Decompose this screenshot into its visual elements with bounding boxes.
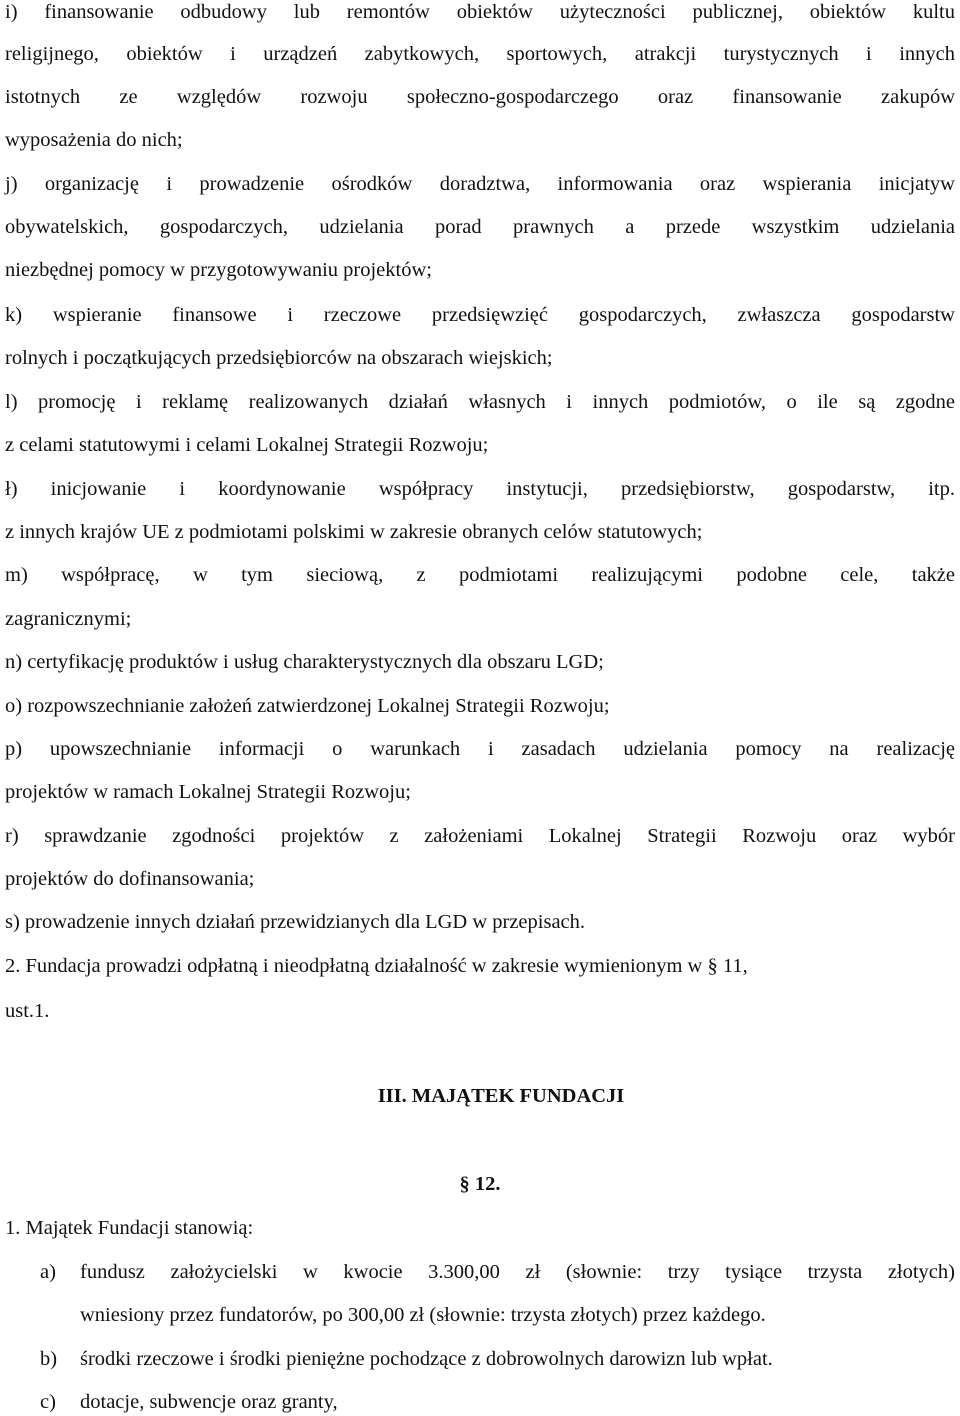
text-line: obywatelskich, gospodarczych, udzielania porad prawnych a przede wszystkim udzielania bbox=[5, 216, 955, 238]
text-line: z innych krajów UE z podmiotami polskimi w zakresie obranych celów statutowych; bbox=[5, 521, 703, 543]
list-item-text: fundusz założycielski w kwocie 3.300,00 zł (słownie: trzy tysiące trzysta złotych) bbox=[80, 1261, 955, 1283]
list-item-marker: b) bbox=[40, 1348, 58, 1370]
text-line: k) wspieranie finansowe i rzeczowe przedsięwzięć gospodarczych, zwłaszcza gospodarstw bbox=[5, 304, 955, 326]
text-line: l) promocję i reklamę realizowanych działań własnych i innych podmiotów, o ile są zgodne bbox=[5, 391, 955, 413]
text-line: o) rozpowszechnianie założeń zatwierdzonej Lokalnej Strategii Rozwoju; bbox=[5, 695, 610, 717]
text-line: religijnego, obiektów i urządzeń zabytkowych, sportowych, atrakcji turystycznych i innych bbox=[5, 43, 955, 65]
list-item-marker: c) bbox=[40, 1391, 56, 1413]
text-line: j) organizację i prowadzenie ośrodków doradztwa, informowania oraz wspierania inicjatyw bbox=[5, 173, 955, 195]
text-line: projektów do dofinansowania; bbox=[5, 868, 255, 890]
text-line: i) finansowanie odbudowy lub remontów obiektów użyteczności publicznej, obiektów kultu bbox=[5, 1, 955, 23]
text-line: ust.1. bbox=[5, 1000, 50, 1022]
text-line: zagranicznymi; bbox=[5, 608, 132, 630]
paragraph-mark: § 12. bbox=[459, 1173, 501, 1195]
text-line: r) sprawdzanie zgodności projektów z założeniami Lokalnej Strategii Rozwoju oraz wybór bbox=[5, 825, 955, 847]
text-line: ł) inicjowanie i koordynowanie współpracy instytucji, przedsiębiorstw, gospodarstw, itp. bbox=[5, 478, 955, 500]
text-line: niezbędnej pomocy w przygotowywaniu projektów; bbox=[5, 259, 432, 281]
list-item-text: dotacje, subwencje oraz granty, bbox=[80, 1391, 338, 1413]
text-line: z celami statutowymi i celami Lokalnej Strategii Rozwoju; bbox=[5, 434, 489, 456]
text-line: wyposażenia do nich; bbox=[5, 129, 183, 151]
text-line: p) upowszechnianie informacji o warunkach i zasadach udzielania pomocy na realizację bbox=[5, 738, 955, 760]
list-item-text: środki rzeczowe i środki pieniężne pochodzące z dobrowolnych darowizn lub wpłat. bbox=[80, 1348, 773, 1370]
list-item-text-continued: wniesiony przez fundatorów, po 300,00 zł (słownie: trzysta złotych) przez każdego. bbox=[80, 1304, 766, 1326]
assets-intro: 1. Majątek Fundacji stanowią: bbox=[5, 1217, 254, 1239]
text-line: s) prowadzenie innych działań przewidzianych dla LGD w przepisach. bbox=[5, 911, 586, 933]
text-line: m) współpracę, w tym sieciową, z podmiotami realizującymi podobne cele, także bbox=[5, 564, 955, 586]
text-line: n) certyfikację produktów i usług charakterystycznych dla obszaru LGD; bbox=[5, 651, 604, 673]
text-line: istotnych ze względów rozwoju społeczno-gospodarczego oraz finansowanie zakupów bbox=[5, 86, 955, 108]
section-heading: III. MAJĄTEK FUNDACJI bbox=[377, 1085, 625, 1107]
text-line: 2. Fundacja prowadzi odpłatną i nieodpłatną działalność w zakresie wymienionym w § 11, bbox=[5, 955, 748, 977]
text-line: rolnych i początkujących przedsiębiorców na obszarach wiejskich; bbox=[5, 347, 553, 369]
list-item-marker: a) bbox=[40, 1261, 56, 1283]
text-line: projektów w ramach Lokalnej Strategii Rozwoju; bbox=[5, 781, 411, 803]
